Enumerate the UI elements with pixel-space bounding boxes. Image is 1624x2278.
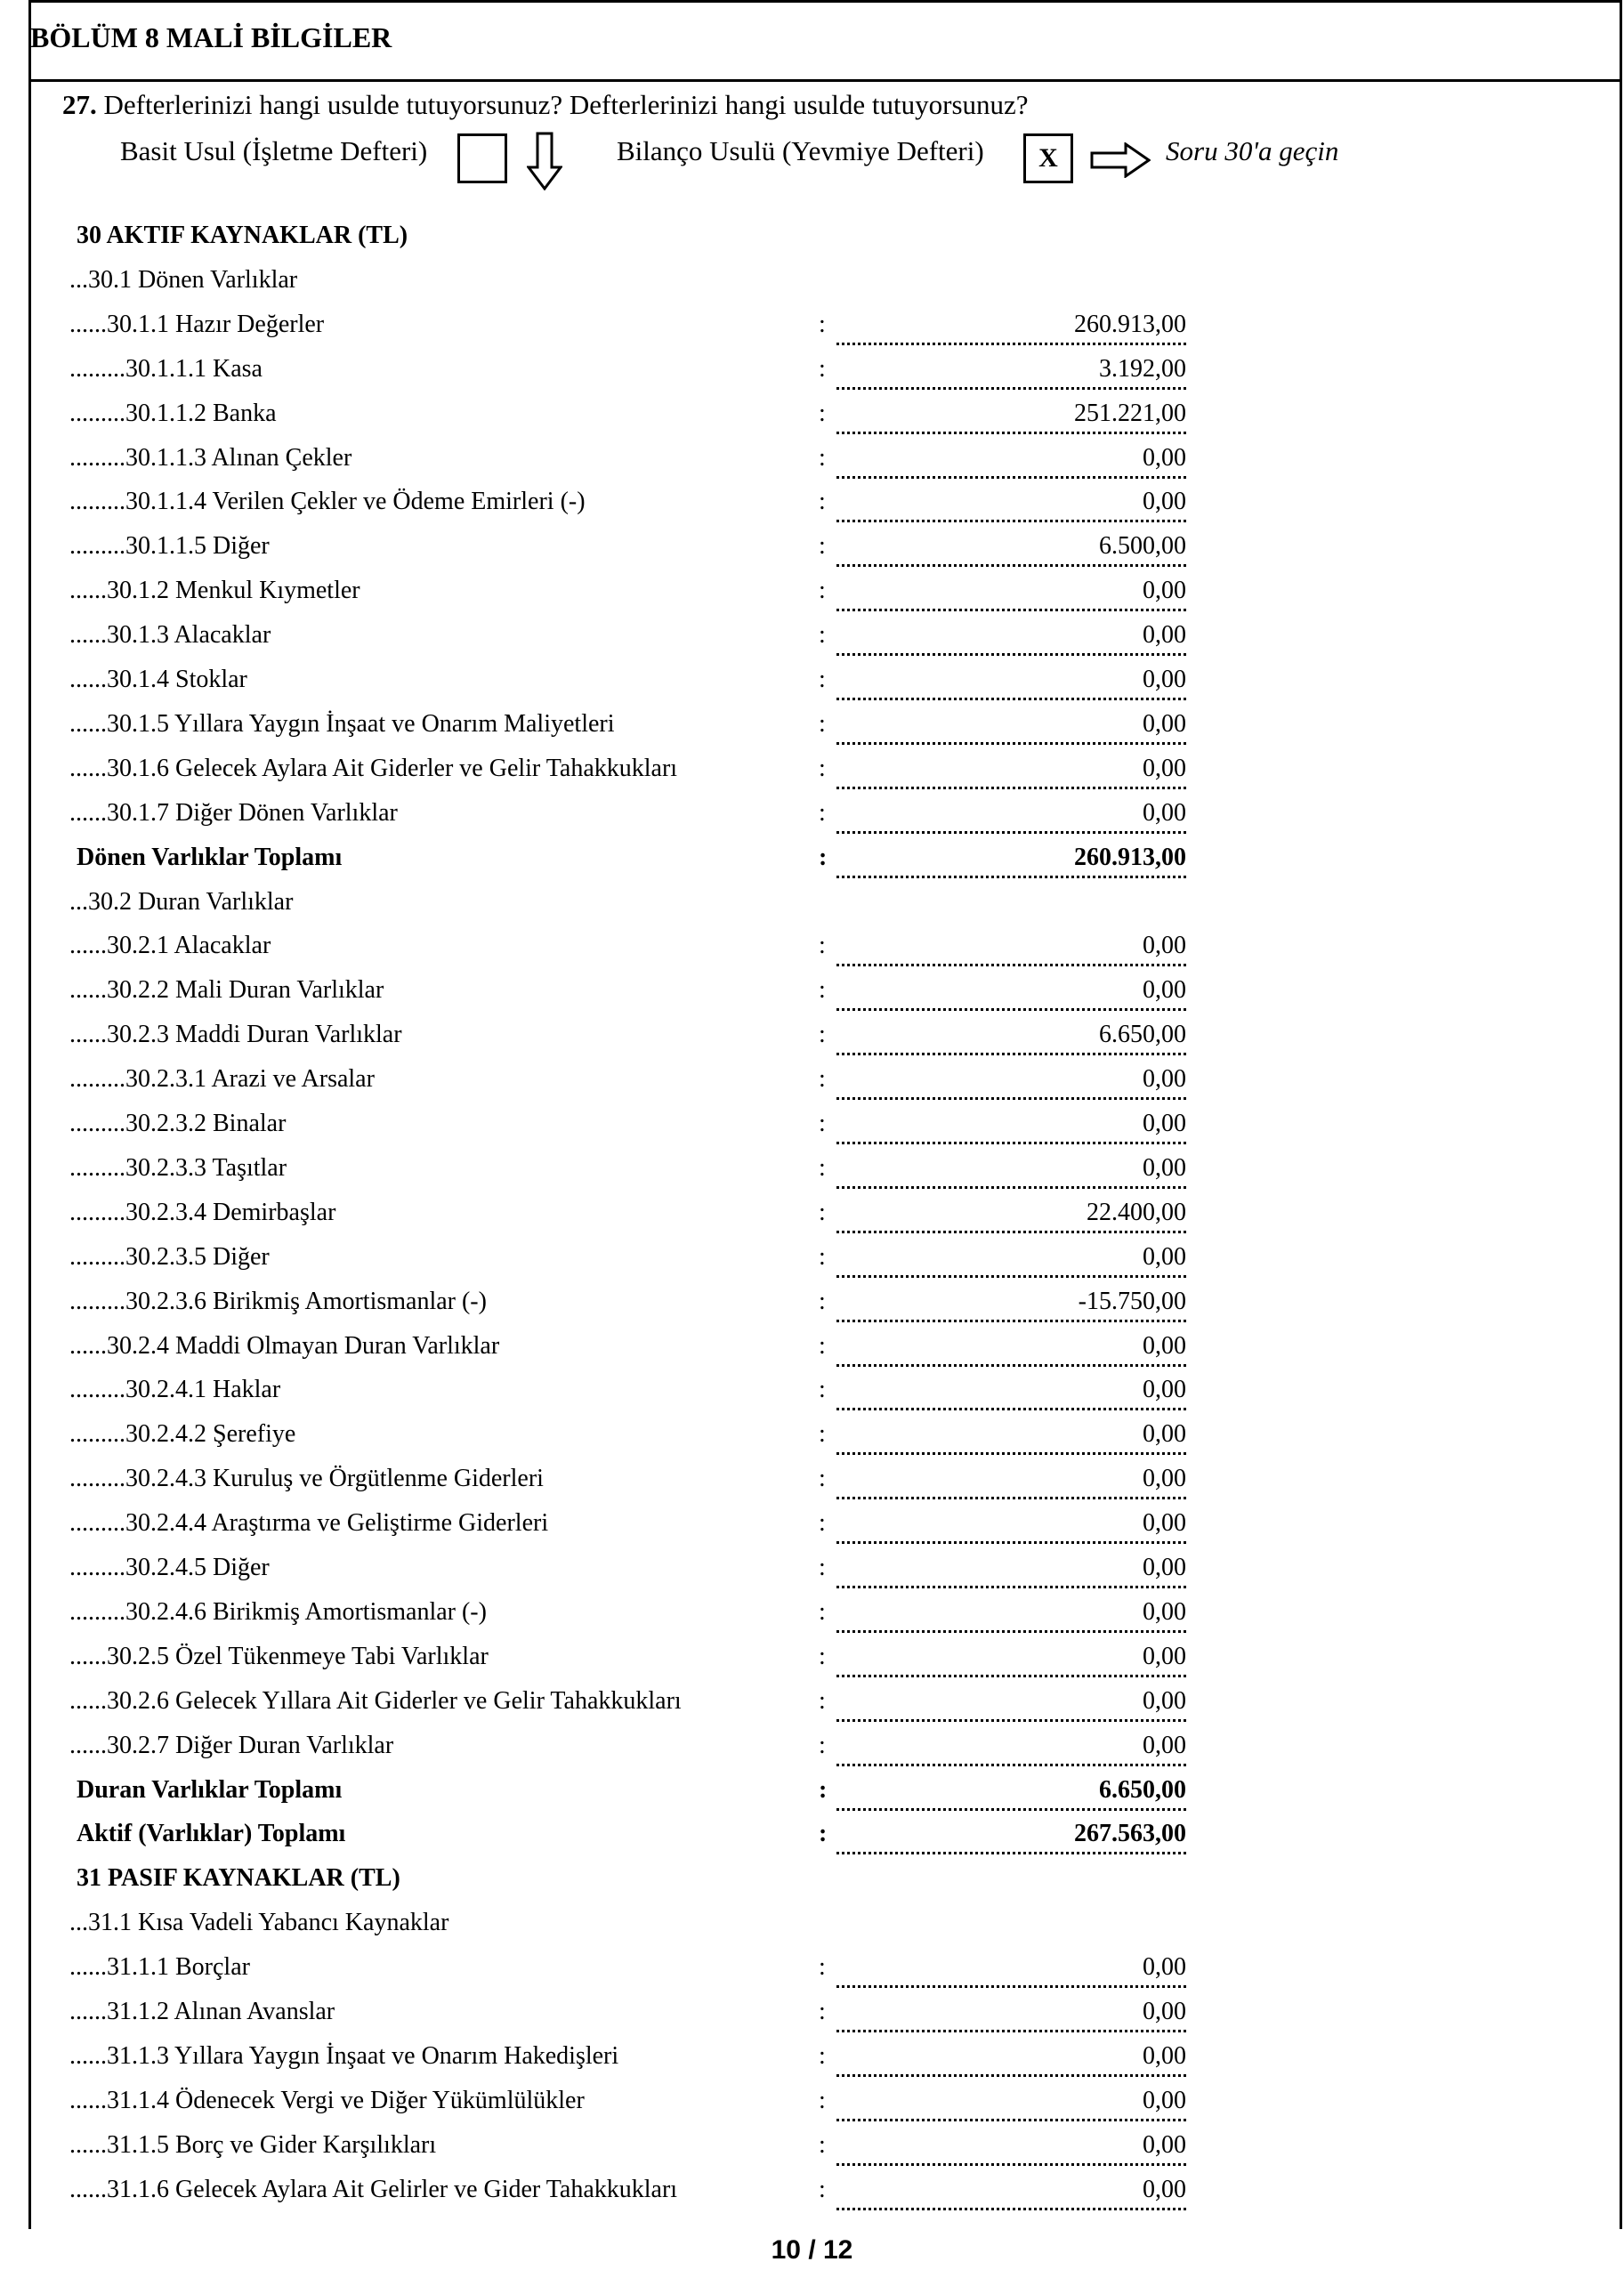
line-item-row <box>0 2080 1624 2124</box>
row-colon: : <box>819 798 826 827</box>
dotted-value-line <box>836 1586 1186 1588</box>
row-label: ...30.2 Duran Varlıklar <box>69 887 294 916</box>
dotted-value-line <box>836 1408 1186 1410</box>
row-label: Dönen Varlıklar Toplamı <box>77 843 343 871</box>
row-colon: : <box>819 2130 826 2159</box>
row-colon: : <box>819 1021 826 1049</box>
row-value: 0,00 <box>1143 1242 1186 1271</box>
row-value: 0,00 <box>1143 1065 1186 1094</box>
row-value: 0,00 <box>1143 621 1186 650</box>
row-label: ......31.1.5 Borç ve Gider Karşılıkları <box>69 2130 437 2159</box>
arrow-down-icon <box>527 132 562 190</box>
dotted-value-line <box>836 387 1186 390</box>
row-label: ......30.1.2 Menkul Kıymetler <box>69 577 360 605</box>
line-item-row <box>0 1591 1624 1636</box>
line-item-row <box>0 1636 1624 1680</box>
group-heading-row <box>0 1902 1624 1946</box>
row-value: 0,00 <box>1143 1642 1186 1670</box>
dotted-value-line <box>836 1630 1186 1633</box>
line-item-row <box>0 925 1624 969</box>
dotted-value-line <box>836 1097 1186 1100</box>
row-label: .........30.1.1.1 Kasa <box>69 354 263 383</box>
row-label: ......30.2.7 Diğer Duran Varlıklar <box>69 1731 394 1759</box>
row-value: 260.913,00 <box>1074 310 1186 338</box>
dotted-value-line <box>836 1053 1186 1055</box>
group-heading-row <box>0 881 1624 925</box>
line-item-row <box>0 1103 1624 1147</box>
row-value: 6.650,00 <box>1099 1021 1186 1049</box>
row-label: .........30.2.4.5 Diğer <box>69 1554 270 1581</box>
row-value: 22.400,00 <box>1087 1198 1186 1226</box>
row-value: 0,00 <box>1143 443 1186 472</box>
line-item-row <box>0 1236 1624 1280</box>
row-label: .........30.2.3.3 Taşıtlar <box>69 1153 287 1182</box>
row-label: ......30.2.5 Özel Tükenmeye Tabi Varlıklar <box>69 1642 489 1670</box>
row-label: Aktif (Varlıklar) Toplamı <box>77 1820 346 1848</box>
row-value: 6.500,00 <box>1099 532 1186 561</box>
row-label: ......30.2.6 Gelecek Yıllara Ait Giderler ve Gelir Tahakkukları <box>69 1686 682 1715</box>
row-value: 0,00 <box>1143 2086 1186 2114</box>
row-colon: : <box>819 1153 826 1182</box>
dotted-value-line <box>836 698 1186 700</box>
row-colon: : <box>819 1110 826 1137</box>
dotted-value-line <box>836 1497 1186 1499</box>
row-value: 260.913,00 <box>1074 843 1186 871</box>
row-value: 0,00 <box>1143 1731 1186 1759</box>
total-row <box>0 1813 1624 1857</box>
line-item-row <box>0 2124 1624 2169</box>
line-item-row <box>0 1946 1624 1991</box>
row-colon: : <box>819 532 826 561</box>
row-label: 30 AKTIF KAYNAKLAR (TL) <box>77 222 408 249</box>
row-value: 0,00 <box>1143 2041 1186 2070</box>
line-item-row <box>0 570 1624 614</box>
row-value: 6.650,00 <box>1099 1775 1186 1804</box>
row-colon: : <box>819 666 826 693</box>
dotted-value-line <box>836 1764 1186 1766</box>
line-item-row <box>0 2169 1624 2213</box>
row-colon: : <box>819 310 826 338</box>
row-colon: : <box>819 1420 826 1449</box>
row-colon: : <box>819 1597 826 1626</box>
row-colon: : <box>819 1998 826 2025</box>
line-item-row <box>0 658 1624 703</box>
row-value: 0,00 <box>1143 1110 1186 1137</box>
line-item-row <box>0 1369 1624 1413</box>
dotted-value-line <box>836 1985 1186 1988</box>
row-label: ......30.1.6 Gelecek Aylara Ait Giderler ve Gelir Tahakkukları <box>69 754 678 782</box>
line-item-row <box>0 1680 1624 1725</box>
row-label: ......30.2.2 Mali Duran Varlıklar <box>69 976 384 1005</box>
line-item-row <box>0 1547 1624 1591</box>
row-value: 0,00 <box>1143 1554 1186 1581</box>
row-colon: : <box>819 709 826 738</box>
line-item-row <box>0 1325 1624 1369</box>
row-colon: : <box>819 932 826 960</box>
row-label: .........30.1.1.3 Alınan Çekler <box>69 443 352 472</box>
dotted-value-line <box>836 1719 1186 1722</box>
row-colon: : <box>819 843 828 871</box>
row-label: ......30.2.3 Maddi Duran Varlıklar <box>69 1021 402 1049</box>
line-item-row <box>0 303 1624 348</box>
line-item-row <box>0 1058 1624 1103</box>
row-colon: : <box>819 976 826 1005</box>
row-colon: : <box>819 1509 826 1538</box>
dotted-value-line <box>836 520 1186 522</box>
dotted-value-line <box>836 1186 1186 1189</box>
line-item-row <box>0 614 1624 658</box>
line-item-row <box>0 2035 1624 2080</box>
dotted-value-line <box>836 432 1186 434</box>
section-heading-row <box>0 214 1624 259</box>
row-label: .........30.2.4.4 Araştırma ve Geliştirme Giderleri <box>69 1509 549 1538</box>
line-item-row <box>0 1502 1624 1547</box>
dotted-value-line <box>836 653 1186 656</box>
row-value: 0,00 <box>1143 2130 1186 2159</box>
total-row <box>0 1769 1624 1814</box>
dotted-value-line <box>836 1541 1186 1544</box>
dotted-value-line <box>836 1320 1186 1322</box>
row-colon: : <box>819 1242 826 1271</box>
row-label: .........30.1.1.2 Banka <box>69 399 277 427</box>
row-value: 0,00 <box>1143 709 1186 738</box>
row-colon: : <box>819 1198 826 1226</box>
option-basit-usul-checkbox[interactable] <box>457 133 507 183</box>
row-label: ......30.1.5 Yıllara Yaygın İnşaat ve Onarım Maliyetleri <box>69 709 615 738</box>
line-item-row <box>0 1725 1624 1769</box>
row-colon: : <box>819 1820 828 1848</box>
row-value: 0,00 <box>1143 1998 1186 2025</box>
row-colon: : <box>819 2086 826 2114</box>
row-colon: : <box>819 354 826 383</box>
row-value: 0,00 <box>1143 1420 1186 1449</box>
row-value: 0,00 <box>1143 1331 1186 1360</box>
line-item-row <box>0 348 1624 392</box>
row-colon: : <box>819 1331 826 1360</box>
row-value: 0,00 <box>1143 577 1186 605</box>
row-colon: : <box>819 488 826 516</box>
row-colon: : <box>819 1065 826 1094</box>
row-label: .........30.2.3.2 Binalar <box>69 1110 287 1137</box>
row-value: 0,00 <box>1143 2175 1186 2203</box>
row-value: 0,00 <box>1143 798 1186 827</box>
dotted-value-line <box>836 876 1186 878</box>
line-item-row <box>0 1192 1624 1236</box>
row-label: ......31.1.1 Borçlar <box>69 1953 250 1982</box>
arrow-right-icon <box>1090 142 1151 178</box>
row-value: 0,00 <box>1143 932 1186 960</box>
row-value: 0,00 <box>1143 666 1186 693</box>
line-item-row <box>0 1413 1624 1458</box>
row-label: .........30.2.3.4 Demirbaşlar <box>69 1198 336 1226</box>
row-colon: : <box>819 1554 826 1581</box>
line-item-row <box>0 481 1624 525</box>
dotted-value-line <box>836 964 1186 966</box>
option-basit-usul-label: Basit Usul (İşletme Defteri) <box>120 135 428 166</box>
option-bilanco-usulu-label: Bilanço Usulü (Yevmiye Defteri) <box>617 135 984 166</box>
row-label: .........30.2.4.1 Haklar <box>69 1376 281 1404</box>
dotted-value-line <box>836 1675 1186 1677</box>
line-item-row <box>0 437 1624 481</box>
row-colon: : <box>819 1287 826 1315</box>
line-item-row <box>0 1280 1624 1325</box>
row-value: 0,00 <box>1143 1597 1186 1626</box>
section-header <box>28 0 1622 82</box>
row-label: ......30.1.3 Alacaklar <box>69 621 271 650</box>
row-colon: : <box>819 1775 828 1804</box>
dotted-value-line <box>836 609 1186 611</box>
section-title: BÖLÜM 8 MALİ BİLGİLER <box>30 21 392 53</box>
row-label: .........30.2.4.6 Birikmiş Amortismanlar (-) <box>69 1597 487 1626</box>
row-colon: : <box>819 2175 826 2203</box>
row-label: ......30.1.7 Diğer Dönen Varlıklar <box>69 798 398 827</box>
dotted-value-line <box>836 476 1186 479</box>
dotted-value-line <box>836 1231 1186 1233</box>
line-item-row <box>0 969 1624 1014</box>
row-label: ......31.1.3 Yıllara Yaygın İnşaat ve Onarım Hakedişleri <box>69 2041 619 2070</box>
row-label: ......31.1.2 Alınan Avanslar <box>69 1998 335 2025</box>
dotted-value-line <box>836 2119 1186 2121</box>
total-row <box>0 836 1624 881</box>
row-value: 0,00 <box>1143 976 1186 1005</box>
dotted-value-line <box>836 787 1186 789</box>
line-item-row <box>0 1014 1624 1058</box>
row-label: ...30.1 Dönen Varlıklar <box>69 265 298 294</box>
row-value: 0,00 <box>1143 1509 1186 1538</box>
row-colon: : <box>819 443 826 472</box>
line-item-row <box>0 792 1624 836</box>
row-label: ...31.1 Kısa Vadeli Yabancı Kaynaklar <box>69 1909 449 1937</box>
row-label: ......31.1.4 Ödenecek Vergi ve Diğer Yükümlülükler <box>69 2086 585 2114</box>
dotted-value-line <box>836 1142 1186 1144</box>
row-value: 0,00 <box>1143 1686 1186 1715</box>
row-label: Duran Varlıklar Toplamı <box>77 1775 343 1804</box>
section-heading-row <box>0 1857 1624 1902</box>
row-colon: : <box>819 621 826 650</box>
row-colon: : <box>819 399 826 427</box>
dotted-value-line <box>836 1852 1186 1854</box>
line-item-row <box>0 747 1624 792</box>
skip-instruction: Soru 30'a geçin <box>1166 135 1339 166</box>
row-label: .........30.1.1.5 Diğer <box>69 532 270 561</box>
dotted-value-line <box>836 1275 1186 1278</box>
group-heading-row <box>0 259 1624 303</box>
row-colon: : <box>819 1376 826 1404</box>
dotted-value-line <box>836 2030 1186 2032</box>
dotted-value-line <box>836 1452 1186 1455</box>
row-colon: : <box>819 577 826 605</box>
page-number: 10 / 12 <box>771 2235 853 2265</box>
row-colon: : <box>819 1731 826 1759</box>
row-value: 0,00 <box>1143 1376 1186 1404</box>
row-colon: : <box>819 1686 826 1715</box>
line-item-row <box>0 1991 1624 2035</box>
row-label: ......30.2.4 Maddi Olmayan Duran Varlıklar <box>69 1331 500 1360</box>
row-label: .........30.2.3.6 Birikmiş Amortismanlar (-) <box>69 1287 487 1315</box>
line-item-row <box>0 525 1624 570</box>
row-value: 0,00 <box>1143 1153 1186 1182</box>
row-value: 0,00 <box>1143 1465 1186 1493</box>
dotted-value-line <box>836 2208 1186 2210</box>
dotted-value-line <box>836 1808 1186 1811</box>
row-colon: : <box>819 754 826 782</box>
row-value: 0,00 <box>1143 1953 1186 1982</box>
question-number: 27. <box>62 89 97 120</box>
row-colon: : <box>819 2041 826 2070</box>
dotted-value-line <box>836 1008 1186 1011</box>
line-item-row <box>0 392 1624 437</box>
row-label: ......30.1.1 Hazır Değerler <box>69 310 325 338</box>
dotted-value-line <box>836 1364 1186 1367</box>
question-text: Defterlerinizi hangi usulde tutuyorsunuz? Defterlerinizi hangi usulde tutuyorsunuz? <box>103 89 1029 120</box>
question-27 <box>62 89 1029 121</box>
row-value: 251.221,00 <box>1074 399 1186 427</box>
option-bilanco-usulu-checkbox[interactable]: X <box>1023 133 1073 183</box>
row-label: ......31.1.6 Gelecek Aylara Ait Gelirler ve Gider Tahakkukları <box>69 2175 678 2203</box>
line-item-row <box>0 703 1624 747</box>
dotted-value-line <box>836 2074 1186 2077</box>
line-item-row <box>0 1147 1624 1192</box>
row-value: 0,00 <box>1143 754 1186 782</box>
row-label: .........30.2.4.3 Kuruluş ve Örgütlenme Giderleri <box>69 1465 544 1493</box>
row-value: 3.192,00 <box>1099 354 1186 383</box>
row-colon: : <box>819 1953 826 1982</box>
dotted-value-line <box>836 2163 1186 2166</box>
dotted-value-line <box>836 831 1186 834</box>
row-label: ......30.1.4 Stoklar <box>69 666 247 693</box>
row-label: ......30.2.1 Alacaklar <box>69 932 271 960</box>
row-label: .........30.1.1.4 Verilen Çekler ve Ödeme Emirleri (-) <box>69 488 586 516</box>
row-label: .........30.2.3.1 Arazi ve Arsalar <box>69 1065 375 1094</box>
row-colon: : <box>819 1465 826 1493</box>
row-colon: : <box>819 1642 826 1670</box>
row-label: 31 PASIF KAYNAKLAR (TL) <box>77 1864 400 1893</box>
row-label: .........30.2.4.2 Şerefiye <box>69 1420 296 1449</box>
dotted-value-line <box>836 564 1186 567</box>
row-value: -15.750,00 <box>1078 1287 1186 1315</box>
row-label: .........30.2.3.5 Diğer <box>69 1242 270 1271</box>
row-value: 0,00 <box>1143 488 1186 516</box>
line-item-row <box>0 1458 1624 1502</box>
dotted-value-line <box>836 742 1186 745</box>
dotted-value-line <box>836 343 1186 345</box>
row-value: 267.563,00 <box>1074 1820 1186 1848</box>
